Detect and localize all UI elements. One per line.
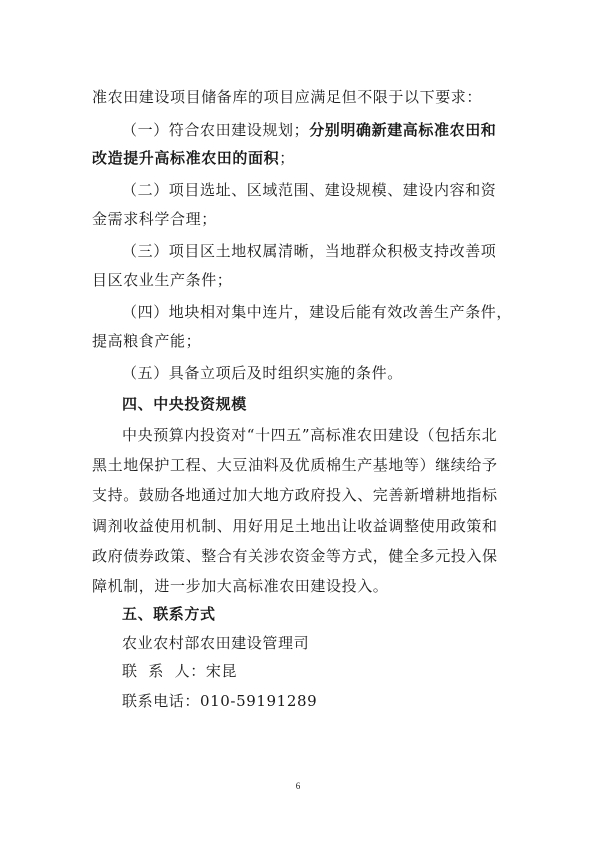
section-4-line-6: 障机制，进一步加大高标准农田建设投入。 (92, 577, 389, 595)
section-4-line-4: 调剂收益使用机制、用好用足土地出让收益调整使用政策和 (92, 517, 498, 535)
page-number: 6 (295, 781, 301, 791)
item-1-text: （一）符合农田建设规划； (122, 121, 310, 139)
item-5-line-1: （五）具备立项后及时组织实施的条件。 (122, 364, 403, 382)
item-3-line-2: 目区农业生产条件； (92, 271, 233, 289)
section-5-heading: 五、联系方式 (122, 605, 216, 623)
section-4-line-3: 支持。鼓励各地通过加大地方政府投入、完善新增耕地指标 (92, 486, 498, 504)
section-5-phone: 联系电话：010-59191289 (122, 692, 318, 710)
item-1-line-1 (122, 119, 496, 140)
section-4-heading: 四、中央投资规模 (122, 395, 247, 413)
section-4-line-2: 黑土地保护工程、大豆油料及优质棉生产基地等）继续给予 (92, 456, 498, 474)
item-2-line-1: （二）项目选址、区域范围、建设规模、建设内容和资 (122, 181, 497, 199)
item-1-end: ； (279, 149, 295, 167)
item-1-emphasis: 分别明确新建高标准农田和 (309, 121, 497, 139)
item-4-line-1: （四）地块相对集中连片，建设后能有效改善生产条件， (122, 303, 513, 321)
item-1-emphasis-2: 改造提升高标准农田的面积 (92, 149, 280, 167)
section-4-line-1: 中央预算内投资对“十四五”高标准农田建设（包括东北 (122, 426, 498, 444)
section-5-contact: 联 系 人：宋昆 (122, 662, 238, 680)
intro-line: 准农田建设项目储备库的项目应满足但不限于以下要求： (92, 88, 483, 106)
section-5-org: 农业农村部农田建设管理司 (122, 634, 310, 652)
item-1-line-2 (92, 147, 295, 168)
section-4-line-5: 政府债券政策、整合有关涉农资金等方式，健全多元投入保 (92, 547, 498, 565)
item-3-line-1: （三）项目区土地权属清晰，当地群众积极支持改善项 (122, 242, 497, 260)
item-2-line-2: 金需求科学合理； (92, 210, 217, 228)
item-4-line-2: 提高粮食产能； (92, 332, 202, 350)
